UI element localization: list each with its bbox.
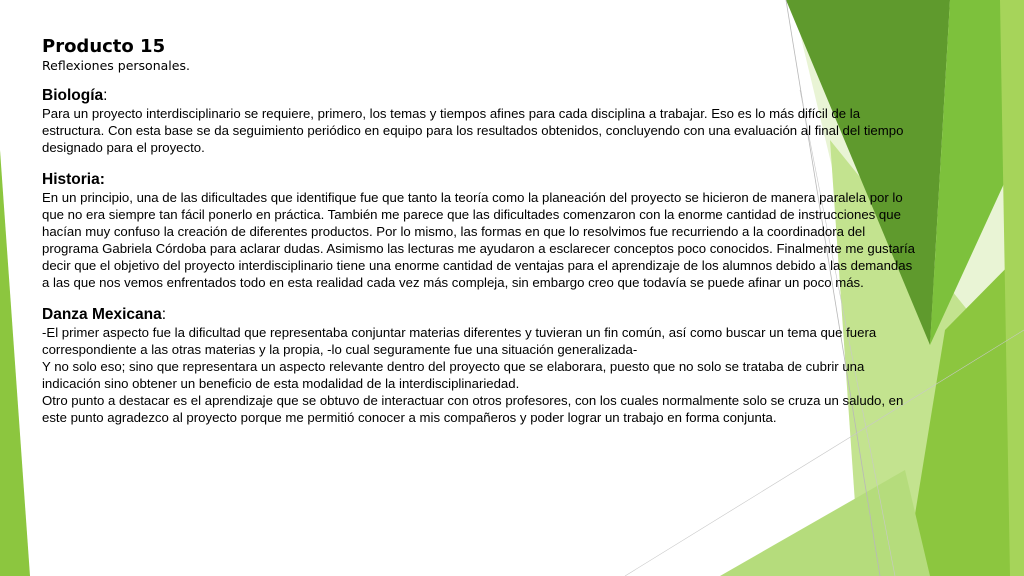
left-accent-shape [0,150,30,576]
section-body [42,105,922,156]
bottom-facet [720,470,930,576]
section-heading: Historia: [42,171,105,188]
slide-subtitle: Reflexiones personales. [42,58,190,73]
section-body [42,189,922,291]
paragraph: Para un proyecto interdisciplinario se requiere, primero, los temas y tiempos afines para cada disciplina a trabajar. Eso es lo más difícil de la estructura. Con esta base se da seguimiento periódico en equipo para los resultados obtenidos, concluyendo con una evaluación al final del tiempo designado para el proyecto. [42,106,904,155]
paragraph: Y no solo eso; sino que representara un aspecto relevante dentro del proyecto que se elaborara, puesto que no solo se trataba de cubrir una indicación sino obtener un beneficio de esta modalidad de la interdisciplinariedad. [42,359,865,391]
section-heading: Biología: [42,87,108,104]
section-body [42,324,922,426]
section-biologia [42,86,922,156]
paragraph: -El primer aspecto fue la dificultad que representaba conjuntar materias diferentes y tuvieran un fin común, así como buscar un tema que fuera correspondiente a las otras materias y la propia, -lo cual seguramente fue una situación generalizada- [42,325,877,357]
slide-content [42,36,922,440]
section-historia [42,170,922,291]
paragraph: En un principio, una de las dificultades que identifique fue que tanto la teoría como la planeación del proyecto se hicieron de manera paralela por lo que no era siempre tan fácil ponerlo en práctica. También me parece que las dificultades comenzaron con la enorme cantidad de instrucciones que hacían muy confuso la creación de diferentes productos. Por lo mismo, las formas en que lo resolvimos fue recurriendo a la coordinadora del programa Gabriela Córdoba para aclarar dudas. Asimismo las lecturas me ayudaron a esclarecer conceptos poco conocidos. Finalmente me gustaría decir que el objetivo del proyecto interdisciplinario tiene una enorme cantidad de ventajas para el aprendizaje de los alumnos debido a las demandas a las que nos vemos enfrentados todo en esta realidad cada vez más compleja, sin embargo creo que todavía se puede afinar un poco más. [42,190,916,290]
slide-title: Producto 15 [42,36,166,57]
paragraph: Otro punto a destacar es el aprendizaje que se obtuvo de interactuar con otros profesores, con los cuales normalmente solo se cruza un saludo, en este punto agradezco al proyecto porque me permitió conocer a mis compañeros y poder lograr un trabajo en forma conjunta. [42,393,904,425]
section-heading: Danza Mexicana: [42,306,167,323]
section-danza-mexicana [42,305,922,426]
